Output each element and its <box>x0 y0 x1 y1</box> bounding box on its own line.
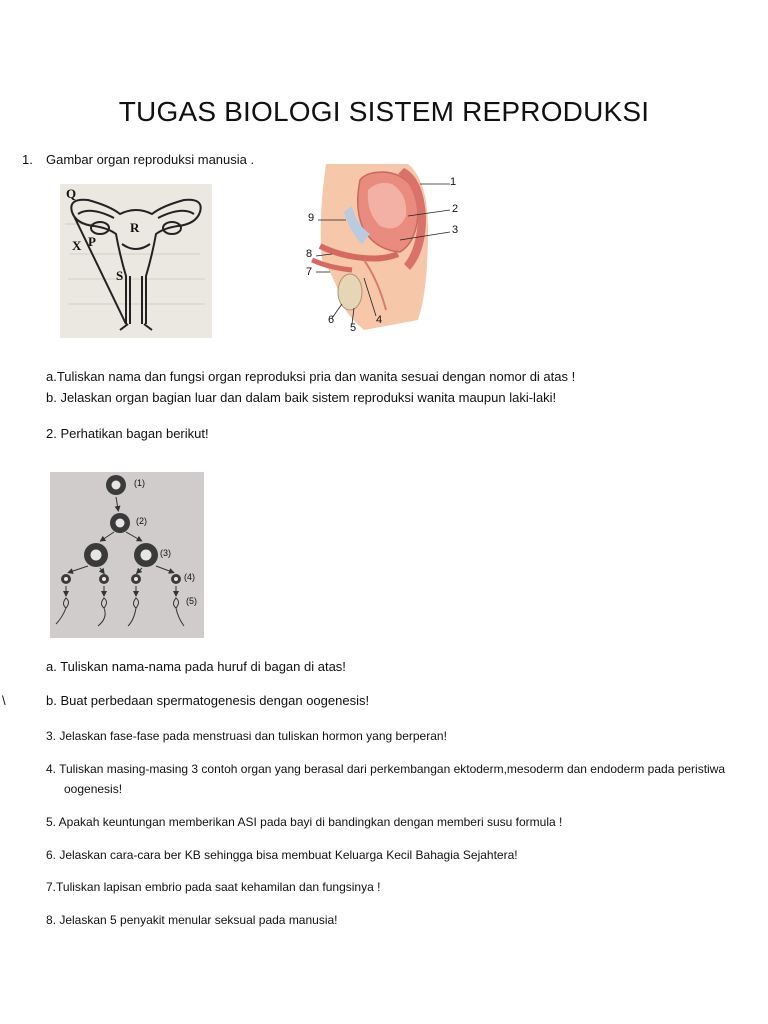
male-label-8: 8 <box>306 248 313 260</box>
male-label-9: 9 <box>308 212 315 224</box>
question-5: 5. Apakah keuntungan memberikan ASI pada bayi di bandingkan dengan memberi susu formula ! <box>46 815 563 829</box>
diagram-label-3: (3) <box>160 548 171 558</box>
diagram-label-2: (2) <box>136 516 147 526</box>
question-7: 7.Tuliskan lapisan embrio pada saat kehamilan dan fungsinya ! <box>46 880 381 894</box>
male-label-4: 4 <box>376 314 383 326</box>
question-6: 6. Jelaskan cara-cara ber KB sehingga bisa membuat Keluarga Kecil Bahagia Sejahtera! <box>46 848 518 862</box>
diagram-label-4: (4) <box>184 572 195 582</box>
q2-sub-a: a. Tuliskan nama-nama pada huruf di bagan di atas! <box>46 659 346 674</box>
female-label-q: Q <box>66 186 77 201</box>
margin-backslash: \ <box>2 693 6 708</box>
male-label-5: 5 <box>350 322 357 334</box>
question-4: 4. Tuliskan masing-masing 3 contoh organ yang berasal dari perkembangan ektoderm,mesoderm dan endoderm pada peristiwa <box>46 762 726 776</box>
diagram-label-1: (1) <box>134 478 145 488</box>
male-label-1: 1 <box>450 176 457 188</box>
male-label-3: 3 <box>452 224 459 236</box>
question-3: 3. Jelaskan fase-fase pada menstruasi dan tuliskan hormon yang berperan! <box>46 729 447 743</box>
q2-sub-b: b. Buat perbedaan spermatogenesis dengan oogenesis! <box>46 693 370 708</box>
female-label-p: P <box>88 234 96 249</box>
male-label-6: 6 <box>328 314 335 326</box>
spermatogenesis-diagram <box>50 472 204 638</box>
q2-text: 2. Perhatikan bagan berikut! <box>46 426 209 441</box>
female-reproductive-figure <box>60 184 212 338</box>
question-8: 8. Jelaskan 5 penyakit menular seksual pada manusia! <box>46 913 338 927</box>
male-label-7: 7 <box>306 266 313 278</box>
q1-text: Gambar organ reproduksi manusia . <box>46 152 255 167</box>
document-title: TUGAS BIOLOGI SISTEM REPRODUKSI <box>118 96 650 127</box>
question-4-continued: oogenesis! <box>64 782 123 796</box>
male-reproductive-figure <box>300 160 470 336</box>
diagram-label-5: (5) <box>186 596 197 606</box>
female-label-s: S <box>116 268 124 283</box>
female-label-x: X <box>72 238 82 253</box>
q1-sub-a: a.Tuliskan nama dan fungsi organ reproduksi pria dan wanita sesuai dengan nomor di atas ! <box>46 369 576 384</box>
q1-sub-b: b. Jelaskan organ bagian luar dan dalam baik sistem reproduksi wanita maupun laki-laki! <box>46 390 557 405</box>
q1-number: 1. <box>22 152 33 167</box>
female-label-r: R <box>130 220 140 235</box>
male-label-2: 2 <box>452 203 459 215</box>
